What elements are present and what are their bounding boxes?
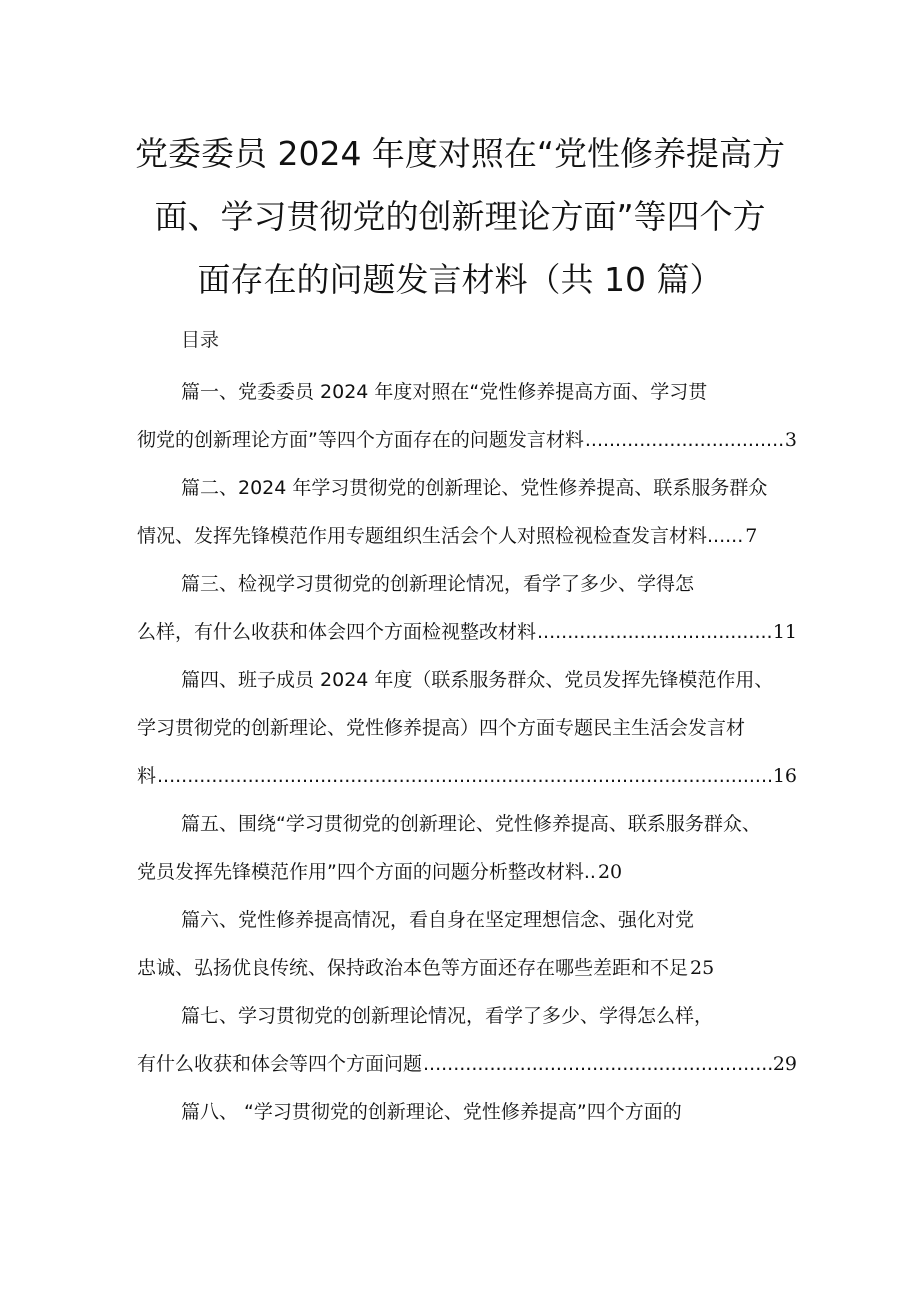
toc-entry-line: 篇五、围绕“学习贯彻党的创新理论、党性修养提高、联系服务群众、 [181,813,761,835]
toc-page-number: 11 [772,621,797,643]
title-line-2: 面、学习贯彻党的创新理论方面”等四个方 [154,197,766,236]
toc-entry-line [137,608,797,656]
toc-entry-line: 篇六、党性修养提高情况，看自身在坚定理想信念、强化对党 [181,909,695,931]
toc-entry[interactable] [137,368,797,464]
title-line-1: 党委委员 2024 年度对照在“党性修养提高方 [134,134,786,173]
toc-entry-line: 篇三、检视学习贯彻党的创新理论情况，看学了多少、学得怎 [181,573,695,595]
toc-entry-line [137,848,797,896]
toc-entry-line [137,752,797,800]
toc-page-number: 20 [597,861,623,883]
toc-page-number: 25 [690,957,715,979]
toc-entry-text: 么样，有什么收获和体会四个方面检视整改材料 [137,621,537,643]
table-of-contents [137,368,797,1136]
toc-entry-line: 篇八、 “学习贯彻党的创新理论、党性修养提高”四个方面的 [181,1101,682,1123]
toc-entry-text: 党员发挥先锋模范作用”四个方面的问题分析整改材料.. [137,861,596,883]
toc-entry-line [137,944,797,992]
toc-page-number: 29 [772,1053,797,1075]
toc-leader-dots [423,1040,772,1088]
toc-entry-line [137,1040,797,1088]
toc-heading: 目录 [181,329,220,351]
toc-entry-text: 情况、发挥先锋模范作用专题组织生活会个人对照检视检查发言材料...... [137,525,744,547]
toc-entry-line [137,416,797,464]
toc-entry-line: 学习贯彻党的创新理论、党性修养提高）四个方面专题民主生活会发言材 [137,717,746,739]
toc-entry-text: 有什么收获和体会等四个方面问题 [137,1053,423,1075]
title-line-3: 面存在的问题发言材料（共 10 篇） [197,260,723,299]
toc-entry-line: 篇二、2024 年学习贯彻党的创新理论、党性修养提高、联系服务群众 [181,477,768,499]
document-title [100,122,820,311]
toc-entry-line [137,512,797,560]
toc-entry[interactable] [137,800,797,896]
toc-entry[interactable] [137,656,797,800]
toc-leader-dots [157,752,772,800]
toc-leader-dots [585,416,784,464]
toc-entry[interactable] [137,464,797,560]
toc-entry-line: 篇七、学习贯彻党的创新理论情况，看学了多少、学得怎么样， [181,1005,714,1027]
toc-entry[interactable] [137,896,797,992]
toc-entry-line: 篇一、党委委员 2024 年度对照在“党性修养提高方面、学习贯 [181,381,708,403]
toc-leader-dots [537,608,772,656]
toc-entry-line: 篇四、班子成员 2024 年度（联系服务群众、党员发挥先锋模范作用、 [181,669,774,691]
toc-page-number: 3 [784,429,797,451]
toc-entry[interactable] [137,560,797,656]
toc-entry-text: 彻党的创新理论方面”等四个方面存在的问题发言材料 [137,429,584,451]
toc-entry-text: 料 [137,765,157,787]
toc-entry-text: 忠诚、弘扬优良传统、保持政治本色等方面还存在哪些差距和不足 [137,957,689,979]
toc-page-number: 7 [745,525,758,547]
toc-entry[interactable] [137,992,797,1088]
toc-entry[interactable] [137,1088,797,1136]
toc-page-number: 16 [772,765,797,787]
